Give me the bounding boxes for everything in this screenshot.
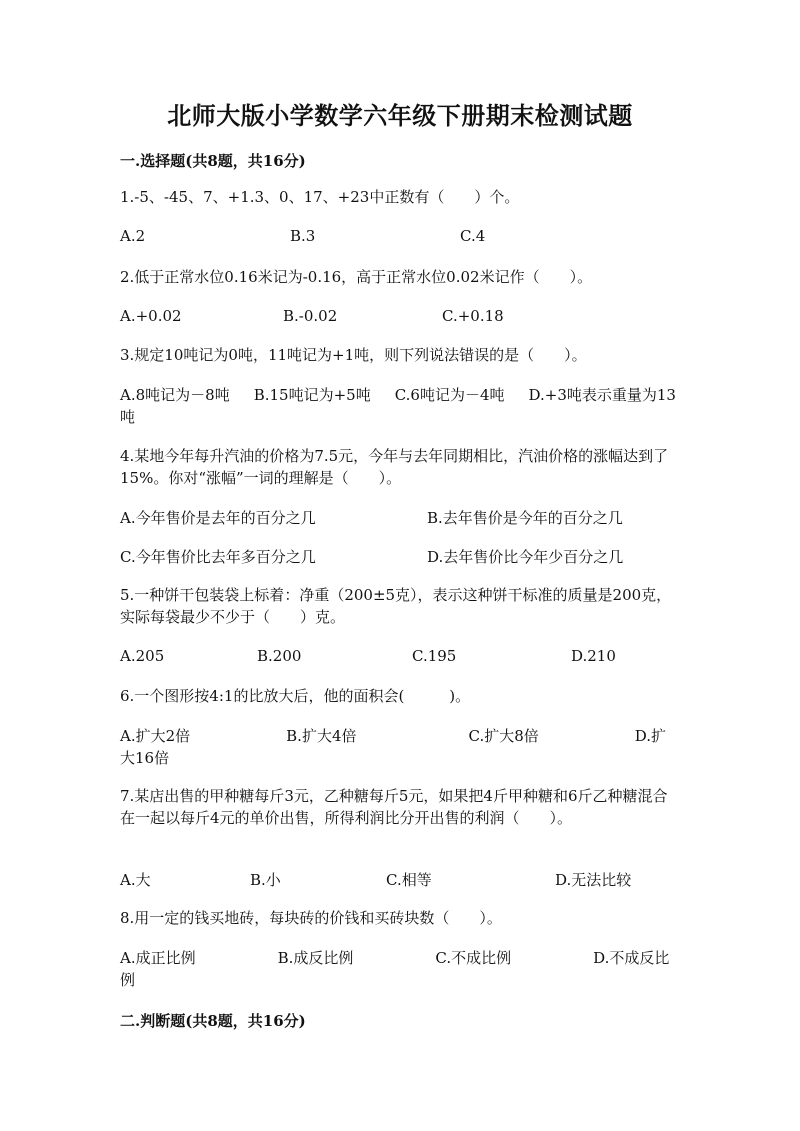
option-4c: C.今年售价比去年多百分之几 xyxy=(120,548,316,566)
option-7c: C.相等 xyxy=(386,871,432,889)
section-heading-judgment: 二.判断题(共8题，共16分) xyxy=(120,1012,306,1030)
option-1b: B.3 xyxy=(290,227,316,245)
option-4b: B.去年售价是今年的百分之几 xyxy=(427,509,623,527)
option-5a: A.205 xyxy=(120,647,165,665)
question-8: 8.用一定的钱买地砖，每块砖的价钱和买砖块数（ ）。 xyxy=(120,909,502,927)
option-6d: D.扩大16倍 xyxy=(120,727,667,767)
option-5b: B.200 xyxy=(257,647,302,665)
option-5c: C.195 xyxy=(412,647,457,665)
question-5: 5.一种饼干包装袋上标着：净重（200±5克），表示这种饼干标准的质量是200克，实际每袋最少不少于（ ）克。 xyxy=(120,586,672,626)
question-7: 7.某店出售的甲种糖每斤3元，乙种糖每斤5元，如果把4斤甲种糖和6斤乙种糖混合在一起以每斤4元的单价出售，所得利润比分开出售的利润（ ）。 xyxy=(120,787,668,827)
option-1c: C.4 xyxy=(460,227,486,245)
question-6: 6.一个图形按4:1的比放大后，他的面积会( )。 xyxy=(120,687,471,705)
options-8 xyxy=(120,947,680,991)
option-6b: B.扩大4倍 xyxy=(286,727,357,745)
option-8a: A.成正比例 xyxy=(120,949,196,967)
option-2b: B.-0.02 xyxy=(283,307,338,325)
exam-title: 北师大版小学数学六年级下册期末检测试题 xyxy=(167,101,633,130)
option-8b: B.成反比例 xyxy=(277,949,354,967)
option-3a: A.8吨记为－8吨 xyxy=(120,386,230,404)
question-3: 3.规定10吨记为0吨，11吨记为+1吨，则下列说法错误的是（ ）。 xyxy=(120,346,587,364)
option-7b: B.小 xyxy=(250,871,281,889)
option-4a: A.今年售价是去年的百分之几 xyxy=(120,509,316,527)
option-7a: A.大 xyxy=(120,871,151,889)
section-heading-choice: 一.选择题(共8题，共16分) xyxy=(120,152,306,170)
option-1a: A.2 xyxy=(120,227,146,245)
option-8c: C.不成比例 xyxy=(435,949,512,967)
option-2a: A.+0.02 xyxy=(120,307,182,325)
option-3b: B.15吨记为+5吨 xyxy=(253,386,371,404)
options-3 xyxy=(120,384,680,428)
option-4d: D.去年售价比今年少百分之几 xyxy=(427,548,624,566)
option-5d: D.210 xyxy=(571,647,616,665)
question-2: 2.低于正常水位0.16米记为-0.16，高于正常水位0.02米记作（ ）。 xyxy=(120,268,593,286)
option-3d: D.+3吨表示重量为13吨 xyxy=(120,386,676,426)
question-4: 4.某地今年每升汽油的价格为7.5元，今年与去年同期相比，汽油价格的涨幅达到了15%。你对“涨幅”一词的理解是（ ）。 xyxy=(120,447,669,487)
question-1: 1.-5、-45、7、+1.3、0、17、+23中正数有（ ）个。 xyxy=(120,188,520,206)
option-3c: C.6吨记为－4吨 xyxy=(394,386,505,404)
option-7d: D.无法比较 xyxy=(555,871,632,889)
option-2c: C.+0.18 xyxy=(442,307,504,325)
option-6a: A.扩大2倍 xyxy=(120,727,191,745)
option-8d: D.不成反比例 xyxy=(120,949,670,989)
options-6 xyxy=(120,725,680,769)
option-6c: C.扩大8倍 xyxy=(468,727,539,745)
